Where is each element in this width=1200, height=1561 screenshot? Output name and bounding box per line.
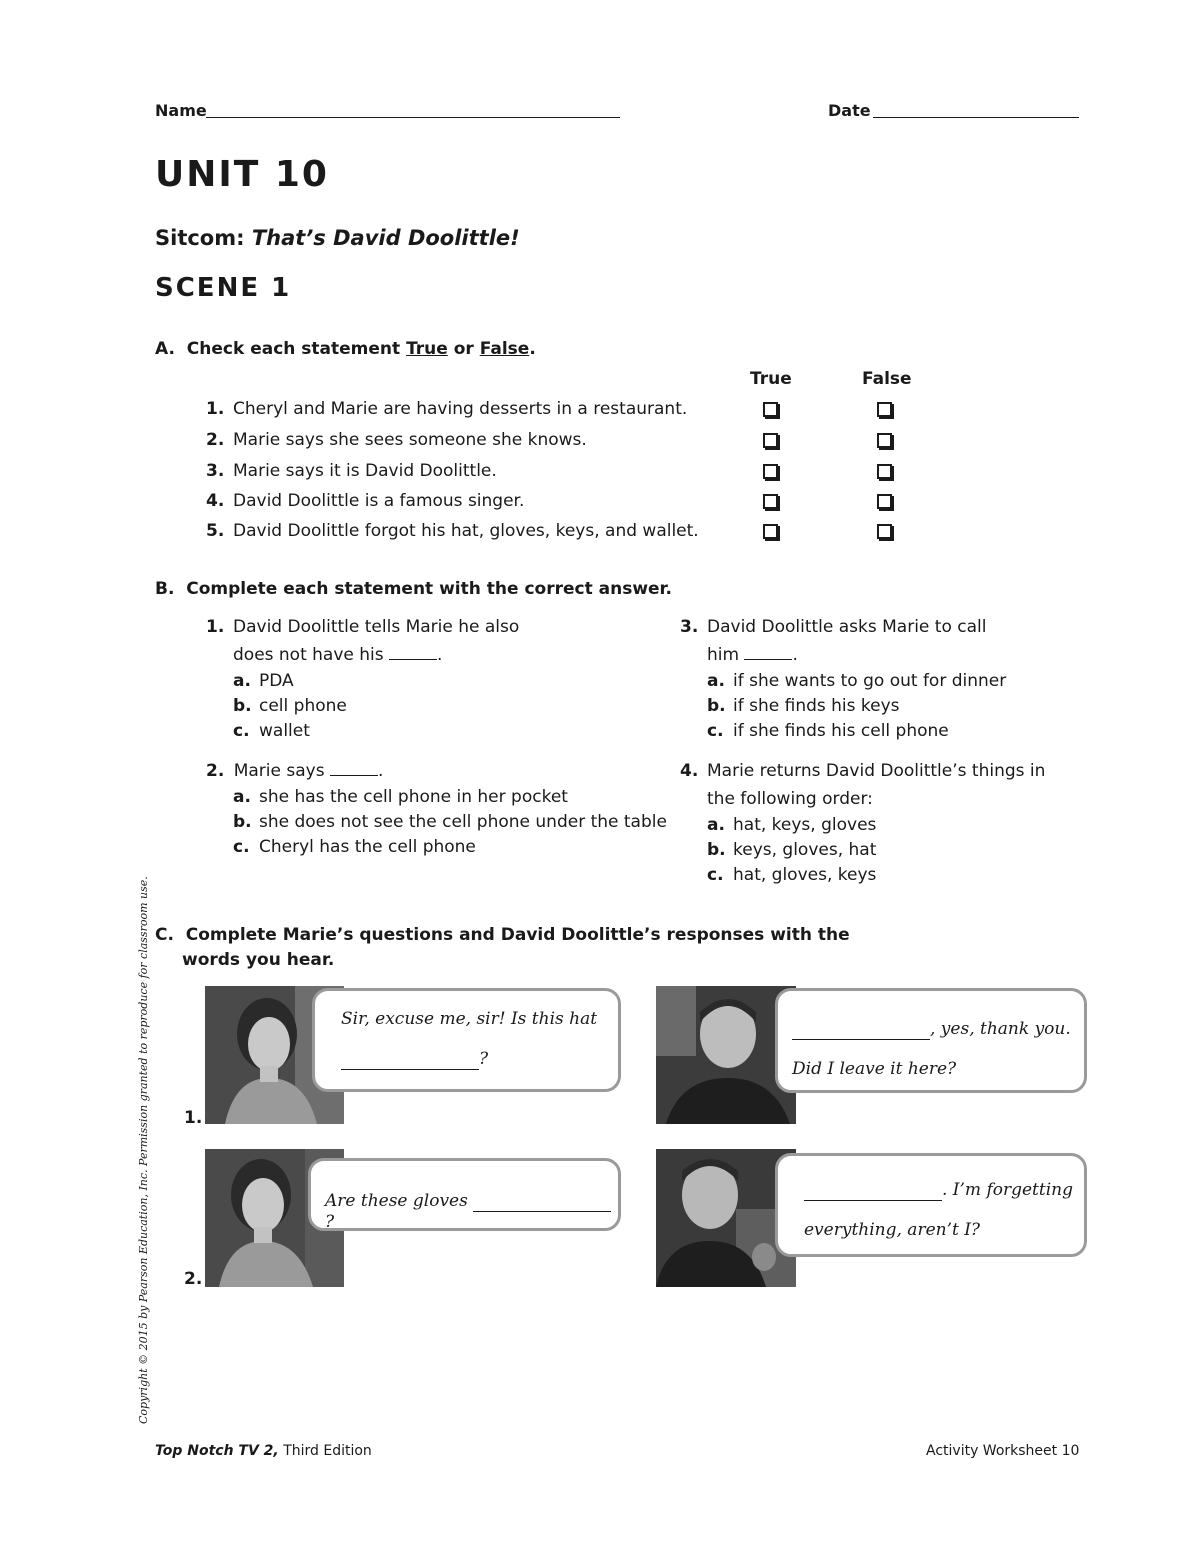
question-b3-option-a[interactable] [707, 669, 1090, 694]
footer-worksheet: Activity Worksheet 10 [926, 1443, 1080, 1459]
question-b4-option-c[interactable] [707, 863, 1090, 888]
false-column-header: False [862, 369, 912, 389]
footer-book [155, 1443, 372, 1459]
question-b2-period: . [377, 761, 384, 781]
section-c-letter: C. [155, 925, 174, 945]
option-text: PDA [259, 671, 294, 691]
question-b1-period: . [437, 645, 443, 665]
question-b1-blank[interactable] [389, 659, 437, 660]
question-b2-option-a[interactable] [233, 785, 676, 810]
statement-3-false-checkbox[interactable] [877, 464, 892, 479]
bubble-4-text: . I’m forgetting [942, 1180, 1073, 1200]
statement-5-number: 5. [206, 521, 225, 541]
option-letter: c. [707, 865, 724, 885]
question-b1-line1: David Doolittle tells Marie he also [233, 617, 520, 637]
option-letter: b. [233, 812, 252, 832]
date-label: Date [828, 101, 871, 120]
statement-3-number: 3. [206, 461, 225, 481]
question-b1-option-b[interactable] [233, 694, 646, 719]
copyright-notice: Copyright © 2015 by Pearson Education, Inc. Permission granted to reproduce for classroom use. [137, 876, 150, 1424]
statement-3-text: Marie says it is David Doolittle. [233, 461, 497, 481]
statement-2-false-checkbox[interactable] [877, 433, 892, 448]
question-b4-number: 4. [680, 761, 699, 781]
statement-1-true-checkbox[interactable] [763, 402, 778, 417]
question-b2 [206, 757, 676, 860]
question-b1-option-c[interactable] [233, 719, 646, 744]
option-text: she has the cell phone in her pocket [259, 787, 568, 807]
speech-bubble-2 [775, 988, 1087, 1093]
option-text: if she finds his cell phone [733, 721, 949, 741]
statement-1-text: Cheryl and Marie are having desserts in a restaurant. [233, 399, 688, 419]
unit-title: UNIT 10 [155, 154, 329, 195]
statement-2-true-checkbox[interactable] [763, 433, 778, 448]
option-letter: b. [233, 696, 252, 716]
section-a-false-word: False [479, 339, 530, 359]
speech-bubble-1 [312, 988, 621, 1092]
true-column-header: True [750, 369, 792, 389]
question-b3-option-b[interactable] [707, 694, 1090, 719]
option-letter: a. [233, 787, 251, 807]
question-b3-line2: him [707, 645, 740, 665]
statement-4-number: 4. [206, 491, 225, 511]
question-b4-option-a[interactable] [707, 813, 1090, 838]
option-text: if she wants to go out for dinner [733, 671, 1007, 691]
bubble-4-blank[interactable] [804, 1180, 942, 1201]
section-a-instruction: Check each statement [186, 339, 401, 359]
option-letter: a. [707, 671, 725, 691]
option-letter: c. [233, 837, 250, 857]
option-letter: c. [233, 721, 250, 741]
name-label: Name [155, 101, 207, 120]
question-b3-option-c[interactable] [707, 719, 1090, 744]
bubble-1-question-mark: ? [479, 1049, 489, 1069]
bubble-2-line2: Did I leave it here? [792, 1059, 957, 1079]
bubble-1-blank[interactable] [341, 1049, 479, 1070]
bubble-3-blank[interactable] [473, 1191, 611, 1212]
question-b3-line1: David Doolittle asks Marie to call [707, 617, 987, 637]
question-b1-number: 1. [206, 617, 225, 637]
section-b-heading [155, 579, 672, 599]
statement-5-true-checkbox[interactable] [763, 524, 778, 539]
section-b-instruction: Complete each statement with the correct answer. [186, 579, 672, 599]
option-text: keys, gloves, hat [733, 840, 877, 860]
scene-title: SCENE 1 [155, 273, 292, 303]
section-a-true-word: True [406, 339, 448, 359]
question-b2-option-c[interactable] [233, 835, 676, 860]
footer-book-title: Top Notch TV 2, [155, 1443, 279, 1459]
bubble-2-blank[interactable] [792, 1019, 930, 1040]
section-a-heading [155, 339, 536, 359]
option-text: wallet [259, 721, 310, 741]
statement-3-true-checkbox[interactable] [763, 464, 778, 479]
sitcom-name: That’s David Doolittle! [251, 226, 520, 250]
question-b4 [680, 757, 1090, 888]
option-letter: b. [707, 840, 726, 860]
name-field[interactable] [206, 117, 620, 118]
sitcom-title [155, 226, 520, 250]
question-b4-line2: the following order: [707, 789, 873, 809]
question-b3 [680, 613, 1090, 744]
speech-bubble-3 [308, 1158, 621, 1231]
date-field[interactable] [873, 117, 1079, 118]
option-letter: a. [233, 671, 251, 691]
option-text: hat, keys, gloves [733, 815, 877, 835]
question-b4-option-b[interactable] [707, 838, 1090, 863]
statement-5-false-checkbox[interactable] [877, 524, 892, 539]
sitcom-prefix: Sitcom: [155, 226, 245, 250]
question-b4-line1: Marie returns David Doolittle’s things in [707, 761, 1046, 781]
statement-2-number: 2. [206, 430, 225, 450]
bubble-3-text: Are these gloves [325, 1191, 468, 1211]
question-b1-option-a[interactable] [233, 669, 646, 694]
question-b1-line2: does not have his [233, 645, 384, 665]
question-b2-blank[interactable] [330, 775, 378, 776]
section-a-or-word: or [453, 339, 474, 359]
question-b1 [206, 613, 646, 744]
section-c-instruction-line1: Complete Marie’s questions and David Doolittle’s responses with the [185, 925, 850, 945]
bubble-1-line1: Sir, excuse me, sir! Is this hat [341, 1009, 598, 1029]
section-a-period: . [529, 339, 536, 359]
statement-4-true-checkbox[interactable] [763, 494, 778, 509]
bubble-4-line2: everything, aren’t I? [804, 1220, 981, 1240]
statement-1-false-checkbox[interactable] [877, 402, 892, 417]
dialogue-2-number: 2. [184, 1269, 203, 1289]
option-text: if she finds his keys [733, 696, 900, 716]
section-b-letter: B. [155, 579, 175, 599]
option-letter: b. [707, 696, 726, 716]
option-text: cell phone [259, 696, 347, 716]
footer-edition: Third Edition [283, 1443, 372, 1459]
bubble-2-text: , yes, thank you. [930, 1019, 1071, 1039]
statement-2-text: Marie says she sees someone she knows. [233, 430, 587, 450]
section-a-letter: A. [155, 339, 175, 359]
statement-5-text: David Doolittle forgot his hat, gloves, keys, and wallet. [233, 521, 699, 541]
option-letter: c. [707, 721, 724, 741]
option-text: Cheryl has the cell phone [259, 837, 476, 857]
statement-4-false-checkbox[interactable] [877, 494, 892, 509]
section-c-heading [155, 923, 850, 973]
option-text: she does not see the cell phone under the table [259, 812, 667, 832]
option-letter: a. [707, 815, 725, 835]
bubble-3-question-mark: ? [325, 1212, 335, 1232]
speech-bubble-4 [775, 1153, 1087, 1257]
question-b2-line1: Marie says [233, 761, 325, 781]
section-c-instruction-line2: words you hear. [182, 950, 335, 970]
question-b2-number: 2. [206, 761, 225, 781]
statement-1-number: 1. [206, 399, 225, 419]
question-b3-blank[interactable] [744, 659, 792, 660]
option-text: hat, gloves, keys [733, 865, 877, 885]
dialogue-1-number: 1. [184, 1108, 203, 1128]
statement-4-text: David Doolittle is a famous singer. [233, 491, 525, 511]
question-b2-option-b[interactable] [233, 810, 676, 835]
question-b3-number: 3. [680, 617, 699, 637]
question-b3-period: . [792, 645, 798, 665]
